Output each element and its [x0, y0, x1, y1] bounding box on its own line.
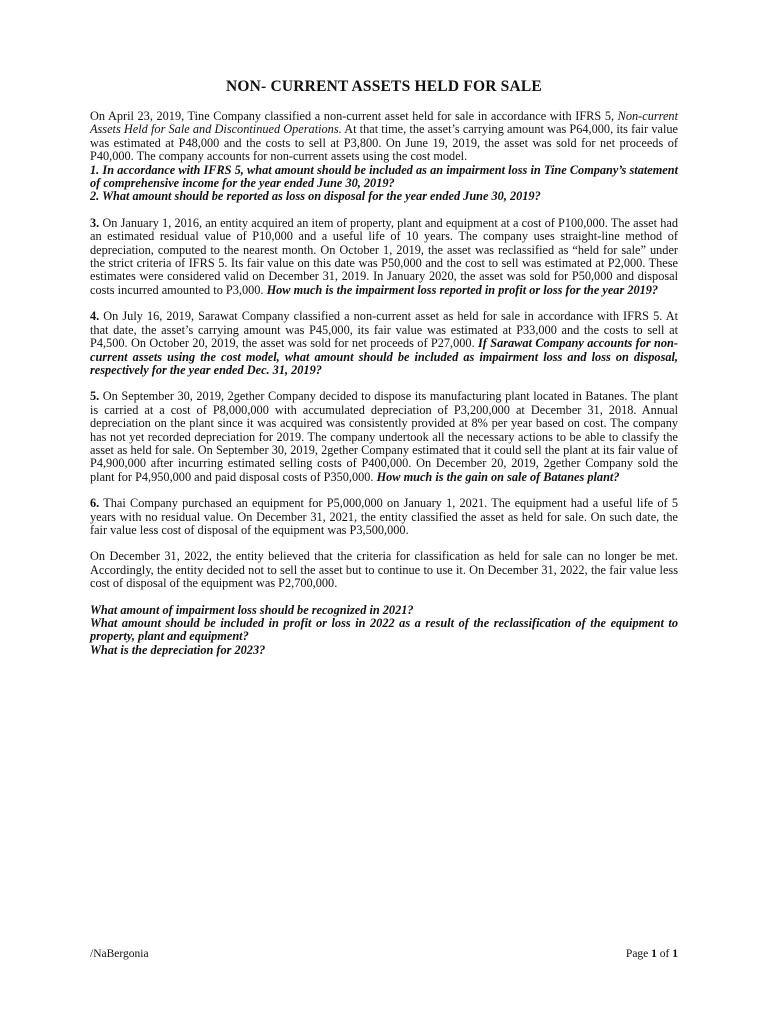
question-1: [90, 164, 678, 191]
intro-paragraph: [90, 110, 678, 164]
problem-text: On July 16, 2019, Sarawat Company classified a non-current asset as held for sale in accordance with IFRS 5. At that date, the asset’s carrying amount was P45,000, its fair value was estimated at P33,000 and the costs to sell at P4,500. On October 20, 2019, the asset was sold for net proceeds of P27,000.: [90, 309, 678, 351]
intro-text: On April 23, 2019, Tine Company classified a non-current asset held for sale in accordance with IFRS 5,: [90, 109, 618, 123]
page-title: NON- CURRENT ASSETS HELD FOR SALE: [226, 78, 542, 95]
problem-number: 4.: [90, 309, 100, 324]
problem-text: On January 1, 2016, an entity acquired an item of property, plant and equipment at a cost of P100,000. The asset had an estimated residual value of P10,000 and a useful life of 10 years. The company uses straight-line method of depreciation, computed to the nearest month. On October 1, 2019, the asset was reclassified as “held for sale” under the strict criteria of IFRS 5. Its fair value on this date was P50,000 and the cost to sell was estimated at P2,000. These estimates were considered valid on December 31, 2019. In January 2020, the asset was sold for P50,000 and disposal costs incurred amounted to P3,000.: [90, 215, 678, 297]
problem-number: 5.: [90, 389, 100, 404]
problem-5: [90, 390, 678, 484]
question-text: In accordance with IFRS 5, what amount should be included as an impairment loss in Tine Company’s statement of comprehensive income for the year ended June 30, 2019?: [90, 162, 678, 191]
footer-page-number: [626, 948, 678, 960]
problem-question: How much is the gain on sale of Batanes plant?: [376, 469, 620, 484]
question-number: 1.: [90, 162, 100, 177]
page-current: 1: [651, 948, 657, 960]
question-2: [90, 190, 678, 203]
intro-text-cont: At that time, the asset’s carrying amount was P64,000, its fair value was estimated at P48,000 and the costs to sell at P3,800. On June 19, 2019, the asset was sold for net proceeds of P40,000. The company accounts for non-current assets using the cost model.: [90, 122, 678, 164]
problem-6-question-b: What amount should be included in profit or loss in 2022 as a result of the reclassification of the equipment to property, plant and equipment?: [90, 616, 678, 644]
problem-question: If Sarawat Company accounts for non-current assets using the cost model, what amount should be included as impairment loss and loss on disposal, respectively for the year ended Dec. 31, 2019?: [90, 336, 678, 377]
problem-6-question-c: What is the depreciation for 2023?: [90, 642, 266, 657]
page-prefix: Page: [625, 948, 652, 960]
problem-4: [90, 310, 678, 377]
page-of: of: [656, 948, 673, 960]
problem-text: Thai Company purchased an equipment for P5,000,000 on January 1, 2021. The equipment had a useful life of 5 years with no residual value. On December 31, 2021, the entity classified the asset as held for sale. On such date, the fair value less cost of disposal of the equipment was P3,500,000.: [90, 496, 678, 537]
problem-question: How much is the impairment loss reported in profit or loss for the year 2019?: [266, 282, 659, 297]
footer-author: /NaBergonia: [90, 948, 149, 960]
problem-3: [90, 217, 678, 297]
problem-6-continued: On December 31, 2022, the entity believed that the criteria for classification as held for sale can no longer be met. Accordingly, the entity decided not to sell the asset but to continue to use it. On December 31, 2022, the fair value less cost of disposal of the equipment was P2,700,000.: [90, 549, 678, 591]
standard-name: Non-current Assets Held for Sale and Discontinued Operations.: [90, 109, 678, 137]
question-text: What amount should be reported as loss on disposal for the year ended June 30, 2019?: [99, 189, 541, 204]
document-body: [90, 110, 678, 657]
problem-6-question-a: What amount of impairment loss should be recognized in 2021?: [90, 602, 414, 617]
problem-number: 3.: [90, 215, 100, 230]
page-total: 1: [672, 948, 678, 960]
problem-number: 6.: [90, 496, 100, 511]
question-number: 2.: [90, 189, 100, 204]
problem-text: On September 30, 2019, 2gether Company decided to dispose its manufacturing plant located in Batanes. The plant is carried at a cost of P8,000,000 with accumulated depreciation of P3,200,000 at December 31, 2018. Annual depreciation on the plant since it was acquired was consistently provided at 8% per year based on cost. The company has not yet recorded depreciation for 2019. The company undertook all the necessary actions to be able to classify the asset as held for sale. On September 30, 2019, 2gether Company estimated that it could sell the plant at its fair value of P4,900,000 after incurring estimated selling costs of P400,000. On December 20, 2019, 2gether Company sold the plant for P4,950,000 and paid disposal costs of P350,000.: [90, 389, 678, 484]
problem-6: [90, 497, 678, 537]
